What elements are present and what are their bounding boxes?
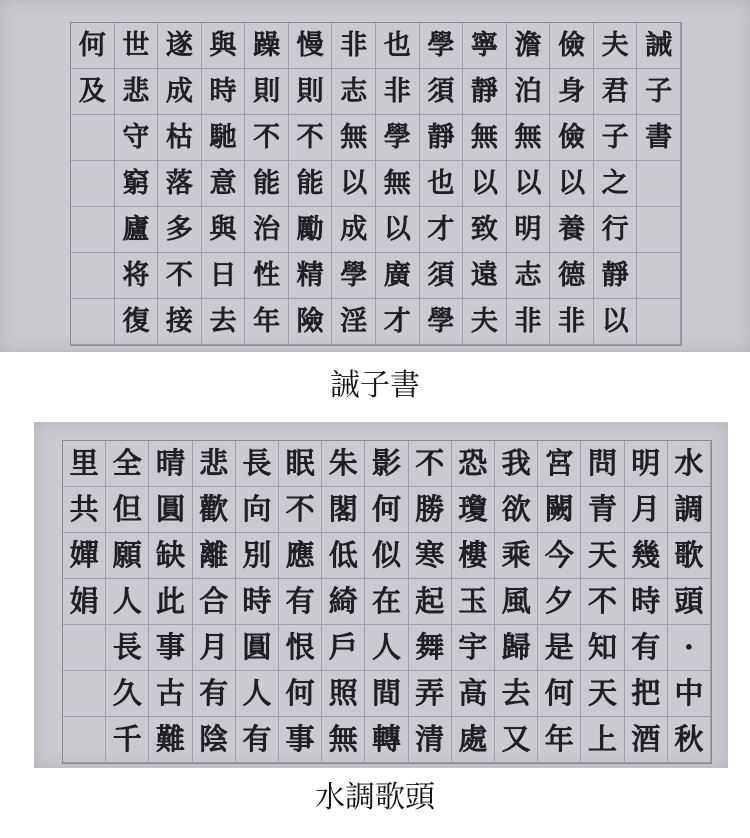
grid-cell: 頭 — [668, 579, 711, 625]
grid-cell — [71, 115, 115, 161]
grid-cell: 月 — [193, 625, 236, 671]
grid-cell: 遂 — [158, 23, 202, 69]
grid-cell: 里 — [63, 441, 106, 487]
grid-cell: 致 — [463, 207, 507, 253]
grid-cell: 長 — [106, 625, 149, 671]
grid-cell: 勵 — [289, 207, 333, 253]
grid-cell: 悲 — [115, 69, 159, 115]
grid-cell: 學 — [420, 23, 464, 69]
grid-cell: 玉 — [452, 579, 495, 625]
grid-cell: 守 — [115, 115, 159, 161]
grid-cell: 似 — [365, 533, 408, 579]
grid-cell: 廬 — [115, 207, 159, 253]
grid-cell: 應 — [279, 533, 322, 579]
grid-cell: 子 — [637, 69, 681, 115]
grid-cell: 事 — [149, 625, 192, 671]
grid-cell — [71, 161, 115, 207]
grid-cell: 以 — [594, 299, 638, 345]
grid-cell: 幾 — [625, 533, 668, 579]
grid-cell: 人 — [106, 579, 149, 625]
grid-cell: 眠 — [279, 441, 322, 487]
grid-cell: 寧 — [463, 23, 507, 69]
grid-cell: 儉 — [550, 115, 594, 161]
grid-cell: 知 — [581, 625, 624, 671]
grid-cell: 綺 — [322, 579, 365, 625]
grid-cell: 轉 — [365, 717, 408, 763]
grid-cell: 有 — [279, 579, 322, 625]
grid-cell: 圓 — [149, 487, 192, 533]
grid-cell: 悲 — [193, 441, 236, 487]
grid-cell: 何 — [279, 671, 322, 717]
grid-cell: 又 — [495, 717, 538, 763]
grid-cell: 明 — [507, 207, 551, 253]
grid-cell: 世 — [115, 23, 159, 69]
grid-cell: 馳 — [202, 115, 246, 161]
grid-cell: 天 — [581, 533, 624, 579]
grid-cell: 缺 — [149, 533, 192, 579]
grid-cell: 全 — [106, 441, 149, 487]
grid-cell: 時 — [202, 69, 246, 115]
grid-cell: 無 — [463, 115, 507, 161]
grid-cell: 風 — [495, 579, 538, 625]
grid-cell: 能 — [289, 161, 333, 207]
grid-cell: 夕 — [538, 579, 581, 625]
grid-cell: 廣 — [376, 253, 420, 299]
grid-cell: 高 — [452, 671, 495, 717]
grid-cell: 去 — [202, 299, 246, 345]
grid-cell: 多 — [158, 207, 202, 253]
grid-cell: 中 — [668, 671, 711, 717]
grid-cell: 子 — [594, 115, 638, 161]
grid-cell: 枯 — [158, 115, 202, 161]
grid-cell: 學 — [420, 299, 464, 345]
character-grid-1 — [70, 22, 682, 346]
grid-cell: 間 — [365, 671, 408, 717]
grid-cell: 成 — [158, 69, 202, 115]
grid-cell: 慢 — [289, 23, 333, 69]
grid-cell — [637, 299, 681, 345]
grid-cell: 勝 — [409, 487, 452, 533]
caption-1: 誡子書 — [330, 368, 420, 403]
grid-cell: 窮 — [115, 161, 159, 207]
grid-cell: 欲 — [495, 487, 538, 533]
grid-cell: 圓 — [236, 625, 279, 671]
grid-cell: 靜 — [594, 253, 638, 299]
grid-cell: 但 — [106, 487, 149, 533]
grid-cell: 學 — [376, 115, 420, 161]
grid-cell: 靜 — [463, 69, 507, 115]
grid-cell: 古 — [149, 671, 192, 717]
calligraphy-sheet-1 — [0, 0, 750, 352]
grid-cell: 在 — [365, 579, 408, 625]
grid-cell: 千 — [106, 717, 149, 763]
grid-cell: 不 — [581, 579, 624, 625]
grid-cell: 瓊 — [452, 487, 495, 533]
grid-cell: 靜 — [420, 115, 464, 161]
grid-cell: 須 — [420, 69, 464, 115]
grid-cell: 成 — [332, 207, 376, 253]
grid-cell: 與 — [202, 23, 246, 69]
grid-cell: 寒 — [409, 533, 452, 579]
grid-cell: 娟 — [63, 579, 106, 625]
grid-cell: 上 — [581, 717, 624, 763]
grid-cell: 日 — [202, 253, 246, 299]
grid-cell: 身 — [550, 69, 594, 115]
grid-cell: 意 — [202, 161, 246, 207]
grid-cell: 秋 — [668, 717, 711, 763]
grid-cell: 非 — [376, 69, 420, 115]
grid-cell: 險 — [289, 299, 333, 345]
grid-cell: 非 — [550, 299, 594, 345]
grid-cell: 夫 — [594, 23, 638, 69]
grid-cell: 淫 — [332, 299, 376, 345]
grid-cell: 泊 — [507, 69, 551, 115]
grid-cell: 月 — [625, 487, 668, 533]
grid-cell: 共 — [63, 487, 106, 533]
grid-cell: 把 — [625, 671, 668, 717]
grid-cell: 不 — [289, 115, 333, 161]
caption-2: 水調歌頭 — [315, 780, 435, 815]
character-grid-2 — [62, 440, 712, 764]
grid-cell: 能 — [245, 161, 289, 207]
grid-cell: 儉 — [550, 23, 594, 69]
calligraphy-sheet-2 — [34, 422, 728, 768]
grid-cell: 将 — [115, 253, 159, 299]
grid-cell: 則 — [245, 69, 289, 115]
grid-cell — [71, 207, 115, 253]
grid-cell: 之 — [594, 161, 638, 207]
grid-cell: 人 — [236, 671, 279, 717]
grid-cell: 歌 — [668, 533, 711, 579]
grid-cell: 則 — [289, 69, 333, 115]
grid-cell: 志 — [507, 253, 551, 299]
grid-cell: 以 — [376, 207, 420, 253]
grid-cell: 也 — [376, 23, 420, 69]
grid-cell: 澹 — [507, 23, 551, 69]
grid-cell: 問 — [581, 441, 624, 487]
grid-cell: 何 — [365, 487, 408, 533]
grid-cell: 君 — [594, 69, 638, 115]
grid-cell — [63, 717, 106, 763]
grid-cell: 不 — [409, 441, 452, 487]
grid-cell: 及 — [71, 69, 115, 115]
grid-cell: 宇 — [452, 625, 495, 671]
grid-cell: 有 — [193, 671, 236, 717]
grid-cell: 人 — [365, 625, 408, 671]
grid-cell: 弄 — [409, 671, 452, 717]
grid-cell — [63, 625, 106, 671]
grid-cell: 不 — [279, 487, 322, 533]
grid-cell: 何 — [538, 671, 581, 717]
grid-cell: 無 — [376, 161, 420, 207]
grid-cell: 精 — [289, 253, 333, 299]
grid-cell: 接 — [158, 299, 202, 345]
grid-cell: 無 — [332, 115, 376, 161]
grid-cell — [63, 671, 106, 717]
grid-cell: 恐 — [452, 441, 495, 487]
grid-cell: 長 — [236, 441, 279, 487]
grid-cell: 清 — [409, 717, 452, 763]
grid-cell: 明 — [625, 441, 668, 487]
grid-cell: 我 — [495, 441, 538, 487]
grid-cell: 歸 — [495, 625, 538, 671]
grid-cell: 不 — [158, 253, 202, 299]
grid-cell: 別 — [236, 533, 279, 579]
grid-cell: 無 — [322, 717, 365, 763]
grid-cell — [637, 253, 681, 299]
grid-cell: 也 — [420, 161, 464, 207]
grid-cell: 性 — [245, 253, 289, 299]
grid-cell: 養 — [550, 207, 594, 253]
grid-cell: 青 — [581, 487, 624, 533]
grid-cell: 恨 — [279, 625, 322, 671]
grid-cell: 德 — [550, 253, 594, 299]
grid-cell: 夫 — [463, 299, 507, 345]
grid-cell: 天 — [581, 671, 624, 717]
grid-cell: 何 — [71, 23, 115, 69]
grid-cell: 書 — [637, 115, 681, 161]
grid-cell: 戶 — [322, 625, 365, 671]
grid-cell: 乘 — [495, 533, 538, 579]
grid-cell: 願 — [106, 533, 149, 579]
grid-cell: 宮 — [538, 441, 581, 487]
grid-cell: 以 — [332, 161, 376, 207]
grid-cell: 有 — [236, 717, 279, 763]
grid-cell: 是 — [538, 625, 581, 671]
grid-cell — [637, 207, 681, 253]
grid-cell: 久 — [106, 671, 149, 717]
grid-cell: 治 — [245, 207, 289, 253]
grid-cell: 行 — [594, 207, 638, 253]
grid-cell: 朱 — [322, 441, 365, 487]
grid-cell: · — [668, 625, 711, 671]
grid-cell: 影 — [365, 441, 408, 487]
grid-cell: 晴 — [149, 441, 192, 487]
grid-cell: 以 — [463, 161, 507, 207]
grid-cell: 難 — [149, 717, 192, 763]
grid-cell: 以 — [550, 161, 594, 207]
grid-cell: 非 — [507, 299, 551, 345]
grid-cell: 酒 — [625, 717, 668, 763]
grid-cell: 闕 — [538, 487, 581, 533]
grid-cell: 不 — [245, 115, 289, 161]
grid-cell: 須 — [420, 253, 464, 299]
grid-cell: 復 — [115, 299, 159, 345]
grid-cell: 有 — [625, 625, 668, 671]
grid-cell: 落 — [158, 161, 202, 207]
grid-cell — [71, 299, 115, 345]
grid-cell: 照 — [322, 671, 365, 717]
grid-cell: 學 — [332, 253, 376, 299]
grid-cell: 躁 — [245, 23, 289, 69]
grid-cell: 遠 — [463, 253, 507, 299]
grid-cell: 以 — [507, 161, 551, 207]
grid-cell: 起 — [409, 579, 452, 625]
grid-cell: 年 — [245, 299, 289, 345]
grid-cell: 年 — [538, 717, 581, 763]
grid-cell: 才 — [376, 299, 420, 345]
grid-cell: 今 — [538, 533, 581, 579]
grid-cell: 去 — [495, 671, 538, 717]
grid-cell: 樓 — [452, 533, 495, 579]
grid-cell: 陰 — [193, 717, 236, 763]
grid-cell: 低 — [322, 533, 365, 579]
grid-cell: 嬋 — [63, 533, 106, 579]
grid-cell: 離 — [193, 533, 236, 579]
grid-cell: 閣 — [322, 487, 365, 533]
grid-cell — [71, 253, 115, 299]
grid-cell: 非 — [332, 23, 376, 69]
grid-cell: 此 — [149, 579, 192, 625]
grid-cell: 時 — [625, 579, 668, 625]
grid-cell: 合 — [193, 579, 236, 625]
grid-cell: 與 — [202, 207, 246, 253]
grid-cell: 調 — [668, 487, 711, 533]
grid-cell: 才 — [420, 207, 464, 253]
grid-cell: 處 — [452, 717, 495, 763]
grid-cell: 水 — [668, 441, 711, 487]
grid-cell: 無 — [507, 115, 551, 161]
grid-cell: 誡 — [637, 23, 681, 69]
grid-cell: 事 — [279, 717, 322, 763]
grid-cell: 向 — [236, 487, 279, 533]
grid-cell: 志 — [332, 69, 376, 115]
grid-cell: 舞 — [409, 625, 452, 671]
grid-cell: 時 — [236, 579, 279, 625]
grid-cell: 歡 — [193, 487, 236, 533]
grid-cell — [637, 161, 681, 207]
